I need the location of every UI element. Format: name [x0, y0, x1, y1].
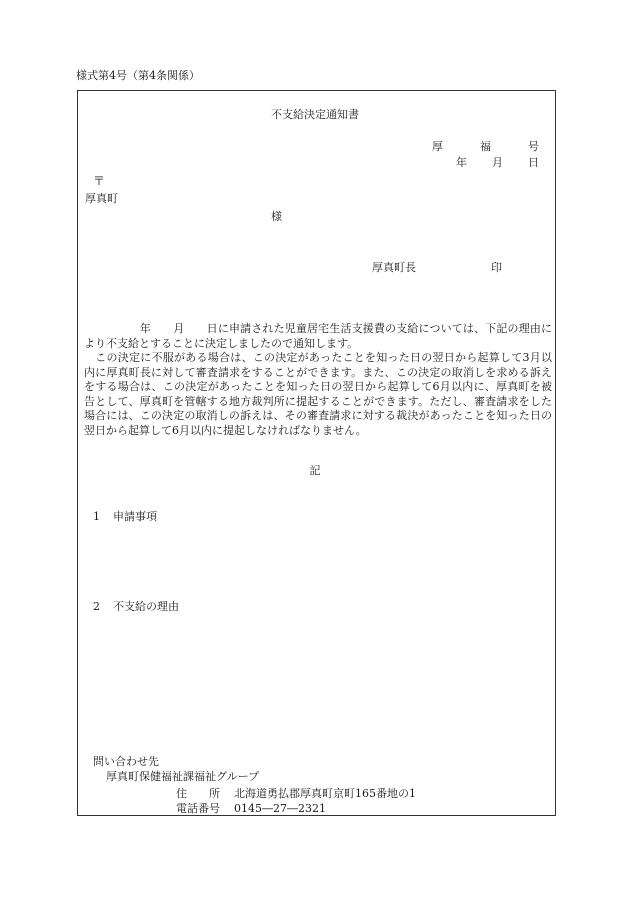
postal-mark: 〒 — [93, 174, 106, 188]
seal-mark: 印 — [491, 261, 502, 274]
sender-title: 厚真町長 — [372, 261, 416, 274]
address-value: 北海道勇払郡厚真町京町165番地の1 — [234, 787, 416, 800]
contact-heading: 問い合わせ先 — [93, 755, 159, 768]
item-number: 1 — [93, 510, 100, 523]
phone-label: 電話番号 — [176, 802, 220, 815]
doc-number-prefix: 厚 — [432, 140, 443, 153]
ki-heading: 記 — [309, 464, 321, 477]
appeal-paragraph: この決定に不服がある場合は、この決定があったことを知った日の翌日から起算して3月以内に厚真町長に対して審査請求をすることができます。また、この決定の取消しを求める訴えをする場合は、この決定があったことを知った日の翌日から起算して6月以内に、厚真町を被告として、厚真町を管轄する地方裁判所に提起することができます。ただし、審査請求をした場合には、この決定の取消しの訴えは、その審査請求に対する裁決があったことを知った日の翌日から起算して6月以内に提起しなければなりません。 — [84, 351, 552, 437]
form-number-label: 様式第4号（第4条関係） — [76, 69, 200, 82]
item-number: 2 — [93, 600, 100, 613]
date-month-label: 月 — [492, 156, 503, 169]
doc-number-suffix: 号 — [528, 140, 539, 153]
contact-department: 厚真町保健福祉課福祉グループ — [106, 770, 260, 783]
doc-number-middle: 福 — [480, 140, 491, 153]
item-application — [93, 511, 157, 522]
address-label: 住 所 — [176, 787, 220, 800]
date-year-label: 年 — [456, 156, 467, 169]
decision-paragraph: 年 月 日に申請された児童居宅生活支援費の支給については、下記の理由により不支給とすることに決定しましたので通知します。 — [84, 322, 552, 350]
item-reason — [93, 601, 179, 612]
phone-value: 0145―27―2321 — [234, 802, 326, 815]
recipient-honorific: 様 — [271, 210, 282, 223]
item-label: 不支給の理由 — [113, 600, 179, 613]
item-label: 申請事項 — [113, 510, 157, 523]
document-title: 不支給決定通知書 — [271, 108, 359, 121]
document-frame — [77, 90, 556, 816]
recipient-address: 厚真町 — [85, 192, 118, 205]
date-day-label: 日 — [528, 156, 539, 169]
